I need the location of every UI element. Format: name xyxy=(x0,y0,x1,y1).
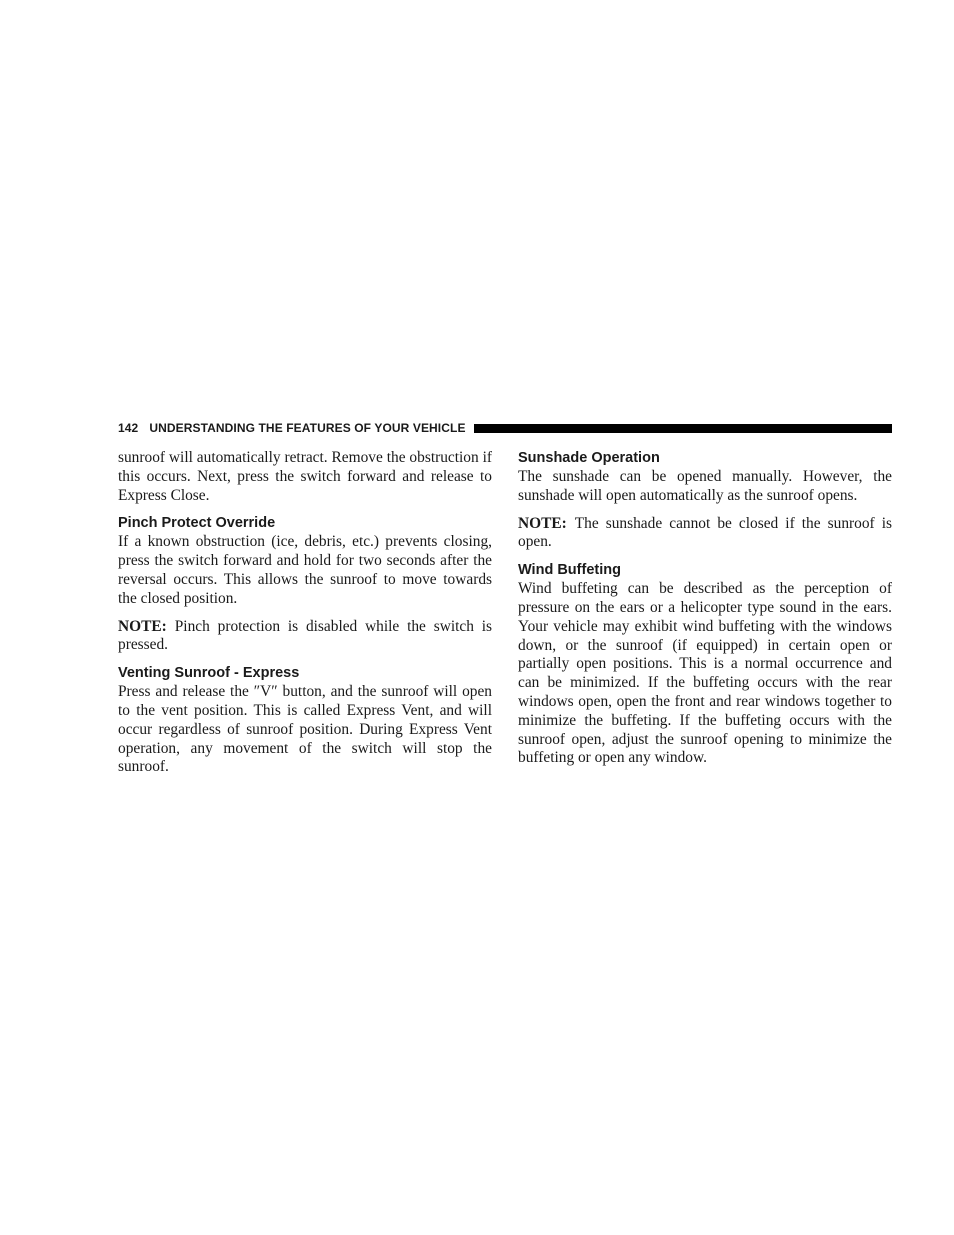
wind-buffeting-heading: Wind Buffeting xyxy=(518,562,621,579)
sunshade-note xyxy=(518,515,892,553)
page-number: 142 xyxy=(118,421,139,435)
venting-sunroof-heading: Venting Sunroof - Express xyxy=(118,665,300,682)
pinch-protect-heading: Pinch Protect Override xyxy=(118,515,276,532)
sunshade-paragraph: The sunshade can be opened manually. However, the sunshade will open automatically as the sunroof opens. xyxy=(518,468,892,504)
note-label: NOTE: xyxy=(518,514,567,532)
right-column xyxy=(518,449,892,768)
left-column xyxy=(118,449,492,777)
pinch-protect-note xyxy=(118,618,492,656)
note-label: NOTE: xyxy=(118,617,167,635)
sunshade-heading: Sunshade Operation xyxy=(518,450,660,466)
pinch-protect-paragraph: If a known obstruction (ice, debris, etc.) prevents closing, press the switch forward and hold for two seconds after the reversal occurs. This allows the sunroof to move towards the closed position. xyxy=(118,533,492,607)
note-text: The sunshade cannot be closed if the sunroof is open. xyxy=(518,514,892,551)
section-title: UNDERSTANDING THE FEATURES OF YOUR VEHICLE xyxy=(149,421,466,435)
note-text: Pinch protection is disabled while the switch is pressed. xyxy=(118,617,492,654)
intro-paragraph: sunroof will automatically retract. Remove the obstruction if this occurs. Next, press the switch forward and release to Express Close. xyxy=(118,449,492,504)
venting-sunroof-paragraph: Press and release the ″V″ button, and the sunroof will open to the vent position. This is called Express Vent, and will occur regardless of sunroof position. During Express Vent operation, any movement of the switch will stop the sunroof. xyxy=(118,683,492,776)
header-rule xyxy=(474,424,892,433)
page-header xyxy=(118,420,892,436)
wind-buffeting-paragraph: Wind buffeting can be described as the perception of pressure on the ears or a helicopter type sound in the ears. Your vehicle may exhibit wind buffeting with the windows down, or the sunroof (if equipped) in certain open or partially open positions. This is a normal occurrence and can be minimized. If the buffeting occurs with the rear windows open, open the front and rear windows together to minimize the buffeting. If the buffeting occurs with the sunroof open, adjust the sunroof opening to minimize the buffeting or open any window. xyxy=(518,580,892,767)
